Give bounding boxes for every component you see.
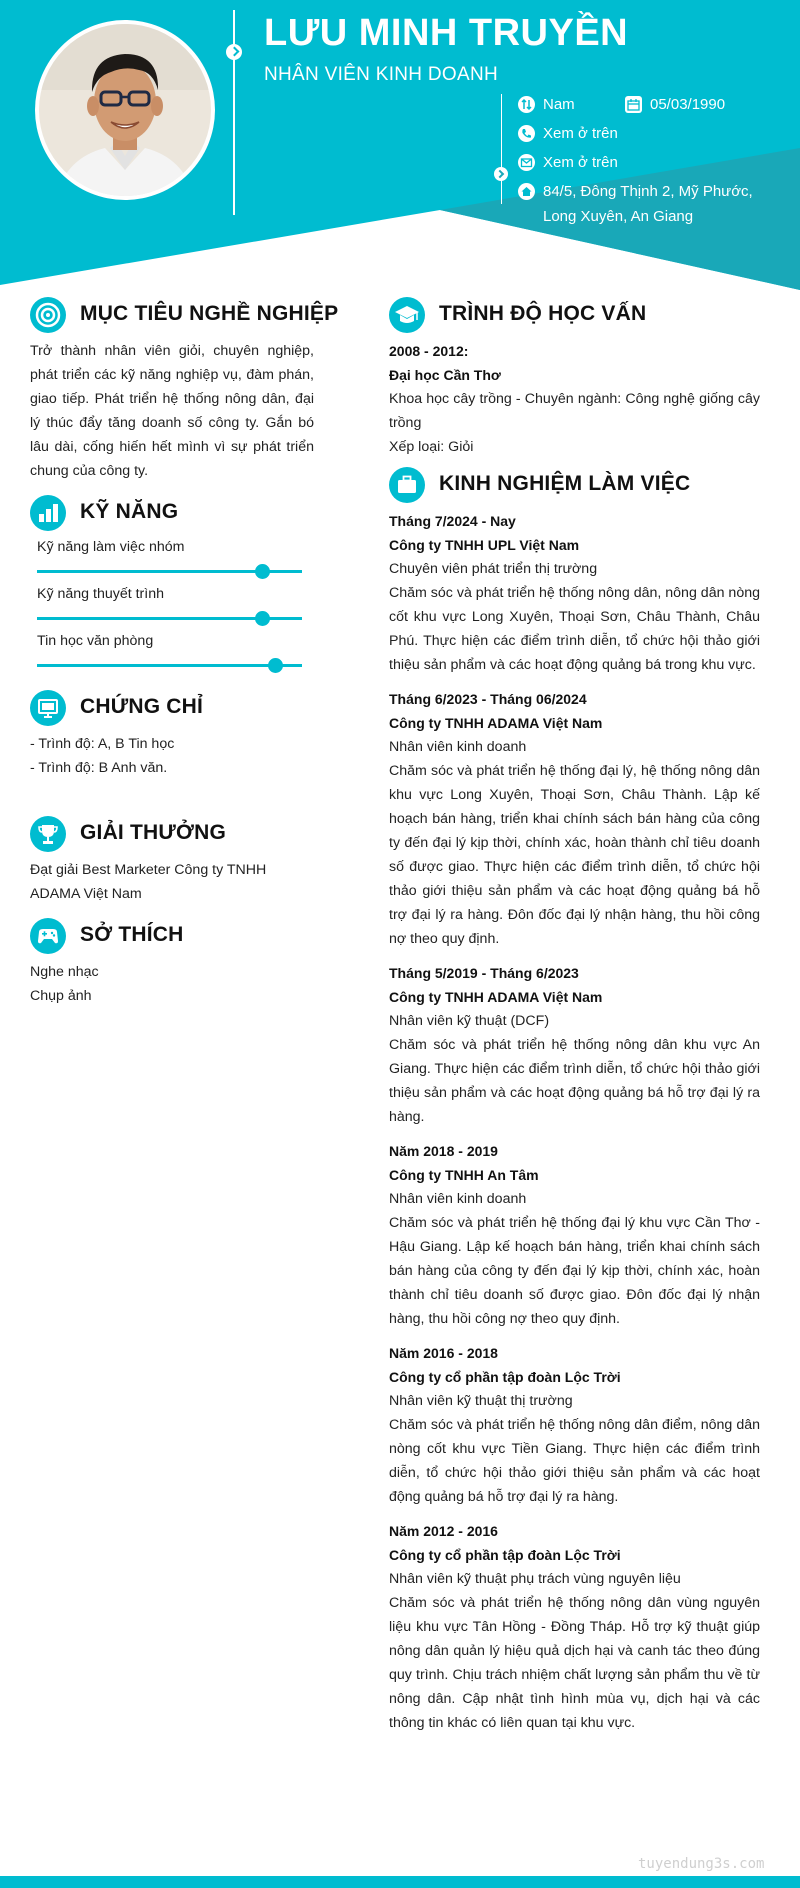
job-company: Công ty TNHH UPL Việt Nam [389,537,580,553]
job-description: Chăm sóc và phát triển hệ thống nông dân vùng nguyên liệu khu vực Tân Hồng - Đồng Tháp. Hỗ trợ kỹ thuật giúp nông dân quản lý hiệu quả dịch hại và canh tác theo đúng quy trình. Chịu trách nhiệm chất lượng sản phẩm thu về từ nông dân. Cập nhật tình hình mùa vụ, dịch hại và các thông tin khác có liên quan tại khu vực. [389,1595,760,1731]
job-position: Nhân viên kinh doanh [389,1191,527,1207]
contact-address: 84/5, Đông Thịnh 2, Mỹ Phước, Long Xuyên, An Giang [518,179,780,229]
skills-section [30,495,314,680]
experience-heading: KINH NGHIỆM LÀM VIỆC [389,467,760,503]
watermark: tuyendung3s.com [638,1856,765,1872]
header-divider-line [233,10,235,215]
contact-dob: 05/03/1990 [625,92,725,117]
avatar [35,20,215,200]
contact-phone: Xem ở trên [518,121,618,146]
candidate-job-title: NHÂN VIÊN KINH DOANH [264,64,499,85]
calendar-icon [625,96,642,113]
education-grade: Xếp loại: Giỏi [389,439,474,455]
cv-header [0,0,800,290]
hobby-item: Nghe nhạc [30,964,99,980]
skill-bar [37,664,302,667]
skill-level-knob [268,658,283,673]
skill-level-knob [255,611,270,626]
phone-icon [518,125,535,142]
footer-bar [0,1876,800,1888]
job-company: Công ty TNHH ADAMA Việt Nam [389,715,603,731]
objective-text: Trở thành nhân viên giỏi, chuyên nghiệp, phát triển các kỹ năng nghiệp vụ, đàm phán, giao tiếp. Phát triển hệ thống nông dân, đại lý thúc đẩy tăng doanh số công ty. Gắn bó lâu dài, cống hiến hết mình vì sự phát triển chung của công ty. [30,343,314,479]
certificate-item: - Trình độ: B Anh văn. [30,760,168,776]
job-position: Nhân viên kỹ thuật (DCF) [389,1013,550,1029]
job-period: Năm 2012 - 2016 [389,1523,498,1539]
awards-section [30,816,314,906]
candidate-name: LƯU MINH TRUYỀN [264,12,629,54]
briefcase-icon [389,467,425,503]
experience-section [389,467,760,1745]
job-position: Nhân viên kỹ thuật phụ trách vùng nguyên liệu [389,1571,681,1587]
email-icon [518,154,535,171]
gamepad-icon [30,918,66,954]
education-major: Khoa học cây trồng - Chuyên ngành: Công nghệ giống cây trồng [389,391,760,431]
award-text: Đạt giải Best Marketer Công ty TNHH ADAMA Việt Nam [30,862,267,902]
job-entry [389,961,760,1129]
certificates-heading: CHỨNG CHỈ [30,690,314,726]
education-period: 2008 - 2012: [389,343,469,359]
target-icon [30,297,66,333]
job-position: Chuyên viên phát triển thị trường [389,561,598,577]
skills-heading: KỸ NĂNG [30,495,314,531]
job-company: Công ty TNHH An Tâm [389,1167,539,1183]
job-position: Nhân viên kỹ thuật thị trường [389,1393,573,1409]
chevron-right-icon [494,167,508,181]
job-period: Tháng 6/2023 - Tháng 06/2024 [389,691,587,707]
contact-gender: Nam [518,92,575,117]
hobbies-section [30,918,314,1008]
home-icon [518,183,535,200]
certificate-icon [30,690,66,726]
education-school: Đại học Cần Thơ [389,367,501,383]
education-heading: TRÌNH ĐỘ HỌC VẤN [389,297,760,333]
hobbies-heading: SỞ THÍCH [30,918,314,954]
certificate-item: - Trình độ: A, B Tin học [30,736,175,752]
hobby-item: Chụp ảnh [30,988,92,1004]
gender-icon [518,96,535,113]
job-description: Chăm sóc và phát triển hệ thống nông dân, nông dân nòng cốt khu vực Long Xuyên, Thoại Sơn, Châu Thành, Châu Phú. Thực hiện các điểm trình diễn, tổ chức hội thảo giới thiệu sản phẩm và các hoạt động quảng bá trong khu vực. [389,585,760,673]
job-entry [389,687,760,951]
job-position: Nhân viên kinh doanh [389,739,527,755]
job-description: Chăm sóc và phát triển hệ thống đại lý khu vực Cần Thơ - Hậu Giang. Lập kế hoạch bán hàng, triển khai chính sách bán hàng của công ty đến đại lý kịp thời, chính xác, hoàn thành chỉ tiêu doanh số được giao. Đôn đốc đại lý nhận hàng, thu hồi công nợ theo quy định. [389,1215,760,1327]
job-description: Chăm sóc và phát triển hệ thống nông dân khu vực An Giang. Thực hiện các điểm trình diễn, tổ chức hội thảo giới thiệu sản phẩm và các hoạt động quảng bá hỗ trợ đại lý ra hàng. [389,1037,760,1125]
job-entry [389,1139,760,1331]
skills-list [30,537,314,680]
skill-item: Kỹ năng làm việc nhóm [30,539,314,586]
skill-item: Tin học văn phòng [30,633,314,680]
job-period: Năm 2018 - 2019 [389,1143,498,1159]
job-description: Chăm sóc và phát triển hệ thống đại lý, hệ thống nông dân khu vực Long Xuyên, Thoại Sơn, Châu Thành. Lập kế hoạch bán hàng, triển khai chính sách bán hàng của công ty đến đại lý kịp thời, chính xác, hoàn thành chỉ tiêu doanh số được giao. Thực hiện các điểm trình diễn, tổ chức hội thảo giới thiệu sản phẩm và các hoạt động quảng bá hỗ trợ đại lý ra hàng. Đôn đốc đại lý nhận hàng, thu hồi công nợ theo quy định. [389,763,760,947]
certificates-section [30,690,314,780]
bar-chart-icon [30,495,66,531]
objective-section [30,297,339,483]
job-entry [389,509,760,677]
education-section [389,297,760,459]
job-entry [389,1341,760,1509]
awards-heading: GIẢI THƯỞNG [30,816,314,852]
contact-divider-line [501,94,502,204]
job-company: Công ty cổ phần tập đoàn Lộc Trời [389,1369,621,1385]
job-company: Công ty TNHH ADAMA Việt Nam [389,989,603,1005]
job-company: Công ty cổ phần tập đoàn Lộc Trời [389,1547,621,1563]
job-period: Tháng 5/2019 - Tháng 6/2023 [389,965,579,981]
graduation-cap-icon [389,297,425,333]
skill-item: Kỹ năng thuyết trình [30,586,314,633]
contact-email: Xem ở trên [518,150,618,175]
job-period: Năm 2016 - 2018 [389,1345,498,1361]
trophy-icon [30,816,66,852]
skill-level-knob [255,564,270,579]
job-period: Tháng 7/2024 - Nay [389,513,516,529]
job-entry [389,1519,760,1735]
chevron-right-icon [226,44,242,60]
objective-heading: MỤC TIÊU NGHỀ NGHIỆP [30,297,314,333]
job-description: Chăm sóc và phát triển hệ thống nông dân điểm, nông dân nòng cốt khu vực Tiền Giang. Thực hiện các điểm trình diễn, tổ chức hội thảo giới thiệu sản phẩm và các hoạt động quảng bá hỗ trợ đại lý ra hàng. [389,1417,760,1505]
